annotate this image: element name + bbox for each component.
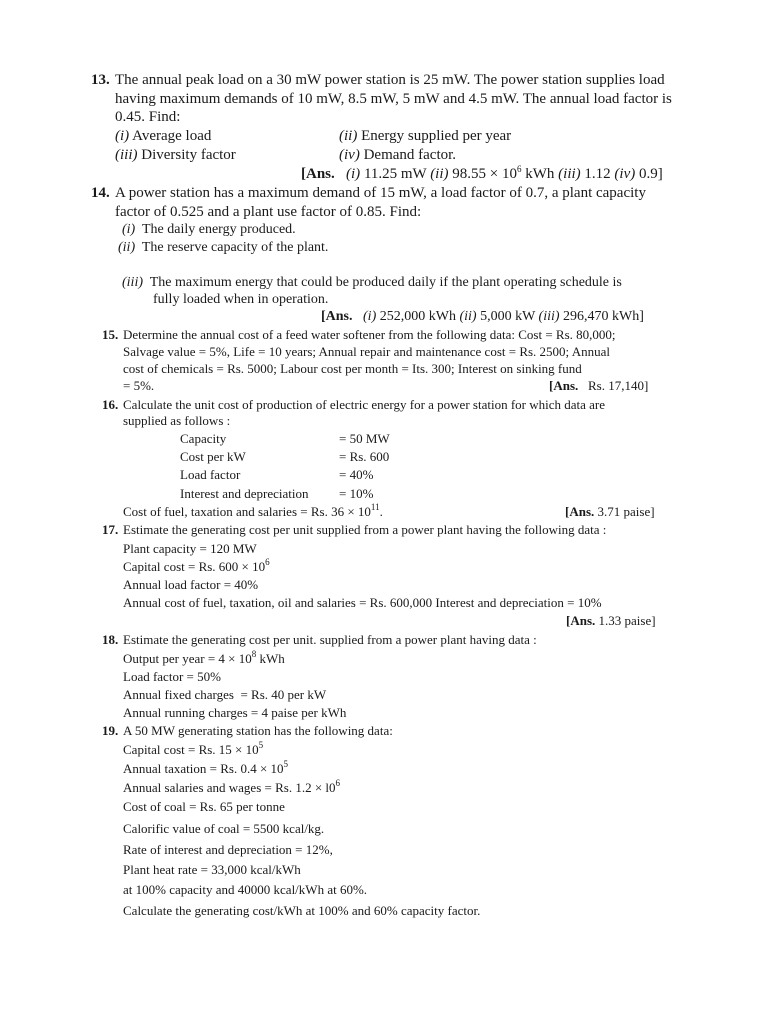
answer-text: [Ans. (i) 11.25 mW (ii) $98.55 \times 10^6$ kWh (iii) 1.12 (iv) 0.9] — [301, 164, 663, 182]
problem-17-data-3: Annual load factor = 40% — [123, 577, 259, 592]
problem-19-data-2: Annual taxation = Rs. $0.4 \times 10^5$ — [123, 759, 289, 776]
problem-13-number: 13. — [91, 72, 110, 88]
problem-17-data-1: Plant capacity = 120 MW — [123, 541, 257, 556]
problem-18-line-1: 18. Estimate the generating cost per unit. supplied from a power plant having data : — [102, 632, 537, 647]
problem-19-data-7: Plant heat rate = 33,000 kcal/kWh — [123, 862, 301, 877]
problem-17-number: 17. — [102, 522, 119, 537]
problem-16-line-1: 16. Calculate the unit cost of production of electric energy for a power station for which data are — [102, 397, 606, 412]
problem-13-item-iii: (iii) Diversity factor — [115, 147, 236, 163]
problem-13-text: 0.45. Find: — [115, 109, 181, 125]
problem-17-line-1: 17. Estimate the generating cost per unit supplied from a power plant having the following data : — [102, 522, 607, 537]
problem-19-number: 19. — [102, 723, 119, 738]
problem-16-row-capacity: Capacity = 50 MW — [180, 431, 390, 446]
problem-19-data-3: Annual salaries and wages = Rs. $1.2 \times l0^6$ — [123, 778, 341, 795]
problem-13-text: The annual peak load on a 30 mW power station is 25 mW. The power station supplies load — [115, 72, 665, 88]
answer-text: [Ans. Rs. 17,140] — [549, 378, 649, 393]
problem-19-data-9: Calculate the generating cost/kWh at 100% and 60% capacity factor. — [123, 903, 481, 918]
problem-19-data-1: Capital cost = Rs. $15 \times 10^5$ — [123, 740, 264, 757]
problem-18-data-4: Annual running charges = 4 paise per kWh — [123, 705, 347, 720]
problem-18-data-3: Annual fixed charges = Rs. 40 per kW — [123, 687, 327, 702]
problem-16-row-load-factor: Load factor = 40% — [180, 467, 374, 482]
problem-13-answer — [0, 165, 768, 183]
problem-13-item-iv: (iv) Demand factor. — [339, 147, 457, 163]
problem-15-line-3: cost of chemicals = Rs. 5000; Labour cost per month = Its. 300; Interest on sinking fund — [123, 361, 582, 376]
problem-16-row-interest: Interest and depreciation = 10% — [180, 486, 374, 501]
problem-14-text: A power station has a maximum demand of 15 mW, a load factor of 0.7, a plant capacity — [115, 185, 646, 201]
problem-16-last-line: Cost of fuel, taxation and salaries = Rs. $36 \times 10^{11}$. [Ans. 3.71 paise] — [123, 502, 655, 519]
problem-13-line-1 — [0, 71, 768, 89]
problem-14-item-iii-cont: fully loaded when in operation. — [153, 292, 329, 307]
problem-18-data-1: Output per year = $4 \times 10^8$ kWh — [123, 649, 285, 666]
problem-18-data-2: Load factor = 50% — [123, 669, 221, 684]
problem-16-row-cost: Cost per kW = Rs. 600 — [180, 449, 390, 464]
problem-15-line-4: = 5%. [Ans. Rs. 17,140] — [123, 378, 649, 393]
problem-19-data-6: Rate of interest and depreciation = 12%, — [123, 842, 333, 857]
problem-16-number: 16. — [102, 397, 119, 412]
problem-14-answer — [0, 308, 768, 326]
problem-19-data-4: Cost of coal = Rs. 65 per tonne — [123, 799, 285, 814]
problem-13-line-3 — [0, 108, 768, 126]
problem-13-item-ii: (ii) Energy supplied per year — [339, 128, 512, 144]
answer-text: [Ans. 1.33 paise] — [566, 613, 656, 628]
problem-14-item-iii: (iii) The maximum energy that could be produced daily if the plant operating schedule is — [122, 275, 622, 290]
problem-17-data-2: Capital cost = Rs. $600 \times 10^6$ — [123, 557, 270, 574]
answer-text: [Ans. 3.71 paise] — [565, 504, 655, 519]
problem-16-line-2: supplied as follows : — [123, 413, 231, 428]
answer-text: [Ans. (i) 252,000 kWh (ii) 5,000 kW (iii) 296,470 kWh] — [321, 309, 644, 324]
problem-15-number: 15. — [102, 327, 119, 342]
problem-17-answer — [0, 612, 768, 630]
problem-13-items-row-2 — [0, 146, 768, 164]
problem-15-text: Determine the annual cost of a feed water softener from the following data: Cost = Rs. 80,000; — [123, 327, 616, 342]
problem-19-line-1: 19. A 50 MW generating station has the following data: — [102, 723, 393, 738]
problem-13-items-row-1 — [0, 127, 768, 145]
problem-13-text: having maximum demands of 10 mW, 8.5 mW, 5 mW and 4.5 mW. The annual load factor is — [115, 91, 672, 107]
problem-19-data-5: Calorific value of coal = 5500 kcal/kg. — [123, 821, 325, 836]
problem-14-item-i: (i) The daily energy produced. — [122, 222, 296, 237]
problem-14-number: 14. — [91, 185, 110, 201]
problem-14-line-1 — [0, 184, 768, 202]
problem-15-line-2: Salvage value = 5%, Life = 10 years; Annual repair and maintenance cost = Rs. 2500; Annual — [123, 344, 610, 359]
problem-17-data-4: Annual cost of fuel, taxation, oil and salaries = Rs. 600,000 Interest and depreciation = 10% — [123, 595, 602, 610]
problem-18-number: 18. — [102, 632, 119, 647]
problem-14-text: factor of 0.525 and a plant use factor of 0.85. Find: — [115, 204, 422, 220]
problem-19-data-8: at 100% capacity and 40000 kcal/kWh at 60%. — [123, 882, 368, 897]
problem-13-item-i: (i) Average load — [115, 128, 212, 144]
problem-14-line-2 — [0, 203, 768, 221]
problem-14-item-ii: (ii) The reserve capacity of the plant. — [118, 240, 329, 255]
problem-15-line-1 — [0, 326, 768, 344]
problem-13-line-2 — [0, 90, 768, 108]
